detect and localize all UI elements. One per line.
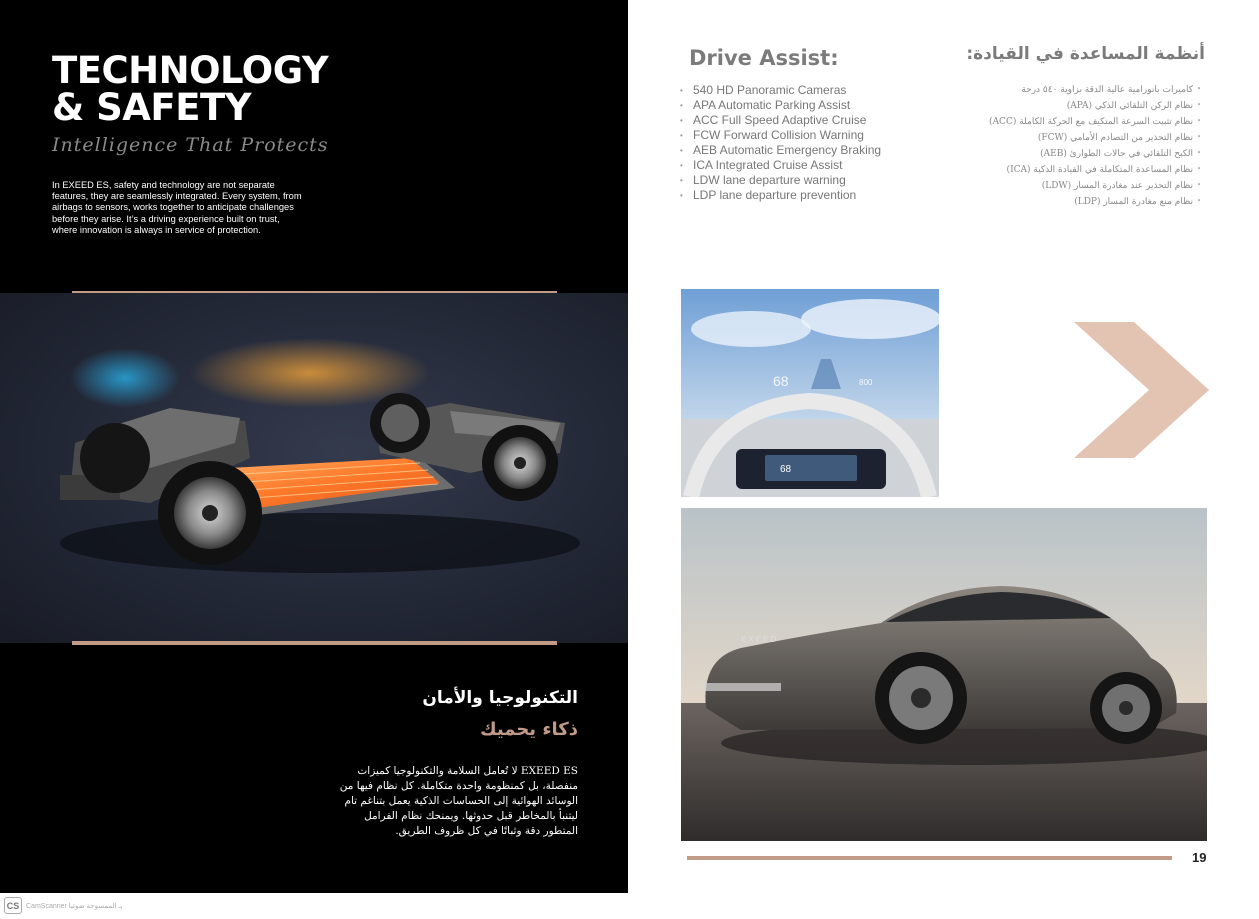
features-list-ar [989,82,1205,210]
scanner-watermark [4,897,123,914]
title-line-1: TECHNOLOGY [52,49,329,92]
left-page [0,0,628,893]
arabic-title: التكنولوجيا والأمان [422,688,578,708]
feature-item-ar: • نظام التحذير من التصادم الأمامي (FCW) [989,130,1205,146]
feature-item: • 540 HD Panoramic Cameras [680,83,881,98]
feature-item-ar: • نظام الركن التلقائي الذكي (APA) [989,98,1205,114]
features-list-en [680,83,881,203]
tagline: Intelligence That Protects [52,134,329,156]
feature-item: • APA Automatic Parking Assist [680,98,881,113]
feature-item-ar: • كاميرات بانورامية عالية الدقة بزاوية ٥٤٠ درجة [989,82,1205,98]
feature-item: • LDP lane departure prevention [680,188,881,203]
dash-speed: 68 [780,464,792,475]
arabic-subtitle: ذكاء يحميك [480,719,578,740]
intro-paragraph: In EXEED ES, safety and technology are not separate features, they are seamlessly integrated. Every system, from airbags to sensors, works together to anticipate challenges before they arise. It’s a driving experience built on trust, where innovation is always in service of protection. [52,180,302,235]
feature-item: • ACC Full Speed Adaptive Cruise [680,113,881,128]
feature-item-ar: • نظام منع مغادرة المسار (LDP) [989,194,1205,210]
page-rule [687,856,1172,860]
car-badge: EXEED [741,635,779,644]
chevron-right-icon [1074,322,1209,458]
feature-item: • ICA Integrated Cruise Assist [680,158,881,173]
feature-item-ar: • نظام التحذير عند مغادرة المسار (LDW) [989,178,1205,194]
page-title [52,49,329,129]
chassis-image [0,293,628,643]
feature-item: • LDW lane departure warning [680,173,881,188]
page-number: 19 [1192,850,1207,865]
feature-item-ar: • نظام تثبيت السرعة المتكيف مع الحركة الكاملة (ACC) [989,114,1205,130]
hud-speed: 68 [773,373,789,389]
drive-assist-title: Drive Assist: [689,46,839,70]
hud-steering-photo [681,289,939,497]
title-line-2: & SAFETY [52,86,252,129]
feature-item: • AEB Automatic Emergency Braking [680,143,881,158]
arabic-paragraph: EXEED ES لا تُعامل السلامة والتكنولوجيا كميزات منفصلة، بل كمنظومة واحدة متكاملة. كل نظام فيها من الوسائد الهوائية إلى الحساسات الذكية يعمل بتناغم تام ليتنبأ بالمخاطر قبل حدوثها. ويمنحك نظام الفرامل المتطور دقة وثباتًا في كل ظروف الطريق. [339,765,578,837]
arabic-features-heading: أنظمة المساعدة في القيادة: [966,44,1205,64]
hud-right-value: 800 [859,378,873,387]
feature-item-ar: • نظام المساعدة المتكاملة في القيادة الذكية (ICA) [989,162,1205,178]
camscanner-logo-icon: CS [4,897,22,914]
watermark-text: CamScanner بـ الممسوحة ضوئيا [26,902,123,910]
feature-item-ar: • الكبح التلقائي في حالات الطوارئ (AEB) [989,146,1205,162]
car-xray-photo [681,508,1207,841]
feature-item: • FCW Forward Collision Warning [680,128,881,143]
bottom-divider [72,641,557,645]
